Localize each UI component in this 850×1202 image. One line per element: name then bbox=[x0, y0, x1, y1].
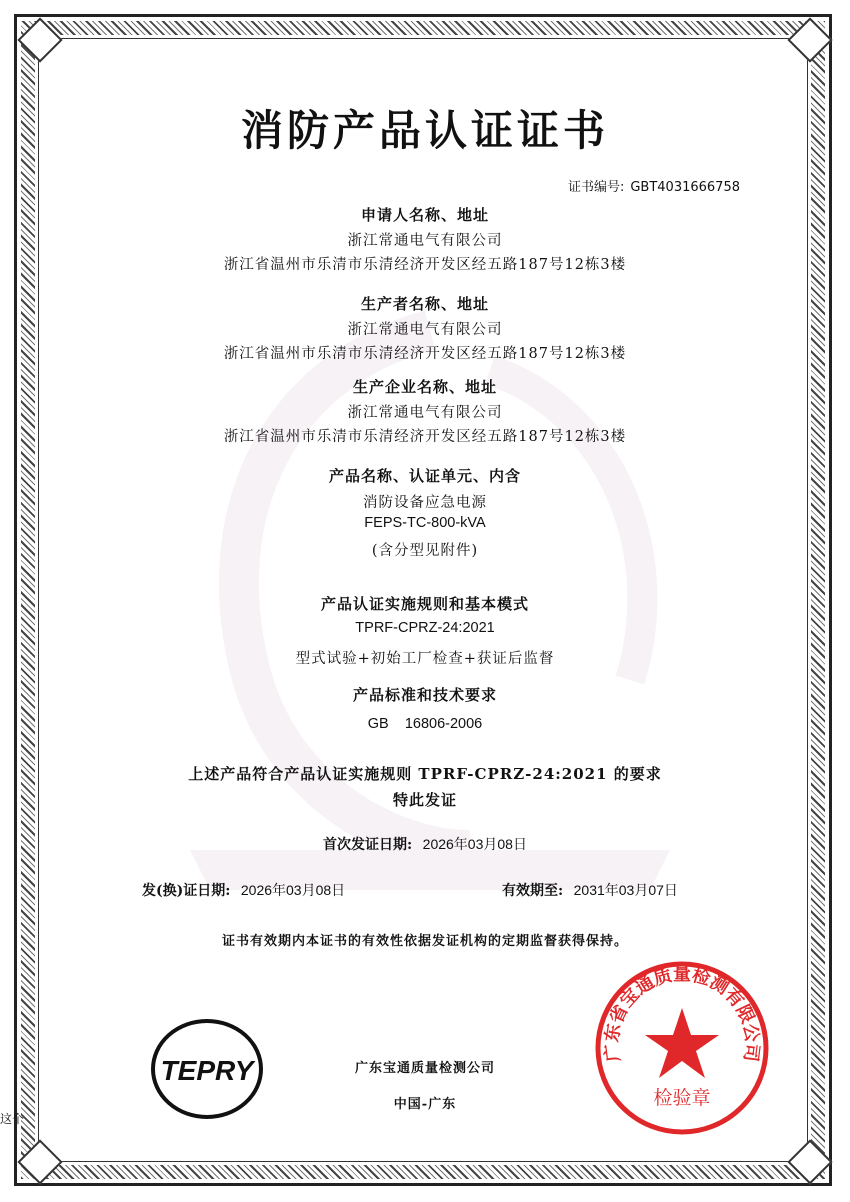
seal-center-text: 检验章 bbox=[653, 1087, 711, 1109]
certificate-title: 消防产品认证证书 bbox=[240, 106, 609, 155]
first-issue-value: 2026年03月08日 bbox=[422, 836, 527, 852]
rules-mode: 型式试验+初始工厂检查+获证后监督 bbox=[295, 651, 555, 667]
rules-heading: 产品认证实施规则和基本模式 bbox=[320, 595, 529, 613]
standard-heading: 产品标准和技术要求 bbox=[352, 686, 497, 704]
issuer-name: 广东宝通质量检测公司 bbox=[354, 1061, 495, 1076]
applicant-name: 浙江常通电气有限公司 bbox=[347, 233, 503, 249]
tepry-logo-text: TEPRY bbox=[160, 1055, 254, 1086]
product-name: 消防设备应急电源 bbox=[363, 495, 487, 511]
certificate-number bbox=[568, 176, 740, 195]
margin-text: 这个 bbox=[0, 1112, 25, 1126]
factory-name: 浙江常通电气有限公司 bbox=[347, 405, 503, 421]
conformity-statement: 上述产品符合产品认证实施规则 TPRF-CPRZ-24:2021 的要求 bbox=[188, 765, 662, 783]
certificate-number-value: GBT4031666758 bbox=[630, 180, 740, 195]
valid-until-date bbox=[502, 880, 678, 900]
conformity-issue: 特此发证 bbox=[392, 791, 457, 809]
product-note: (含分型见附件) bbox=[371, 543, 479, 559]
valid-until-label: 有效期至: bbox=[502, 883, 564, 899]
reissue-label: 发(换)证日期: bbox=[142, 883, 231, 899]
factory-address: 浙江省温州市乐清市乐清经济开发区经五路187号12栋3楼 bbox=[223, 429, 627, 445]
issuer-location: 中国-广东 bbox=[393, 1097, 457, 1112]
rules-code: TPRF-CPRZ-24:2021 bbox=[355, 620, 495, 636]
official-seal bbox=[592, 958, 772, 1138]
first-issue-date bbox=[0, 834, 850, 854]
product-heading: 产品名称、认证单元、内含 bbox=[328, 467, 521, 485]
seal-star-icon bbox=[645, 1008, 719, 1078]
product-model: FEPS-TC-800-kVA bbox=[364, 515, 486, 531]
applicant-address: 浙江省温州市乐清市乐清经济开发区经五路187号12栋3楼 bbox=[223, 257, 627, 273]
manufacturer-address: 浙江省温州市乐清市乐清经济开发区经五路187号12栋3楼 bbox=[223, 346, 627, 362]
first-issue-label: 首次发证日期: bbox=[323, 837, 413, 853]
seal-ring-text: 广东省宝通质量检测有限公司 bbox=[601, 964, 763, 1063]
manufacturer-heading: 生产者名称、地址 bbox=[360, 295, 489, 313]
manufacturer-name: 浙江常通电气有限公司 bbox=[347, 322, 503, 338]
reissue-date bbox=[142, 880, 345, 900]
applicant-heading: 申请人名称、地址 bbox=[360, 206, 489, 224]
valid-until-value: 2031年03月07日 bbox=[573, 882, 678, 898]
factory-heading: 生产企业名称、地址 bbox=[352, 378, 497, 396]
validity-note: 证书有效期内本证书的有效性依据发证机构的定期监督获得保持。 bbox=[221, 934, 628, 949]
reissue-value: 2026年03月08日 bbox=[240, 882, 346, 898]
standard-value: GB 16806-2006 bbox=[367, 716, 483, 732]
certificate-number-label: 证书编号: bbox=[567, 180, 625, 195]
